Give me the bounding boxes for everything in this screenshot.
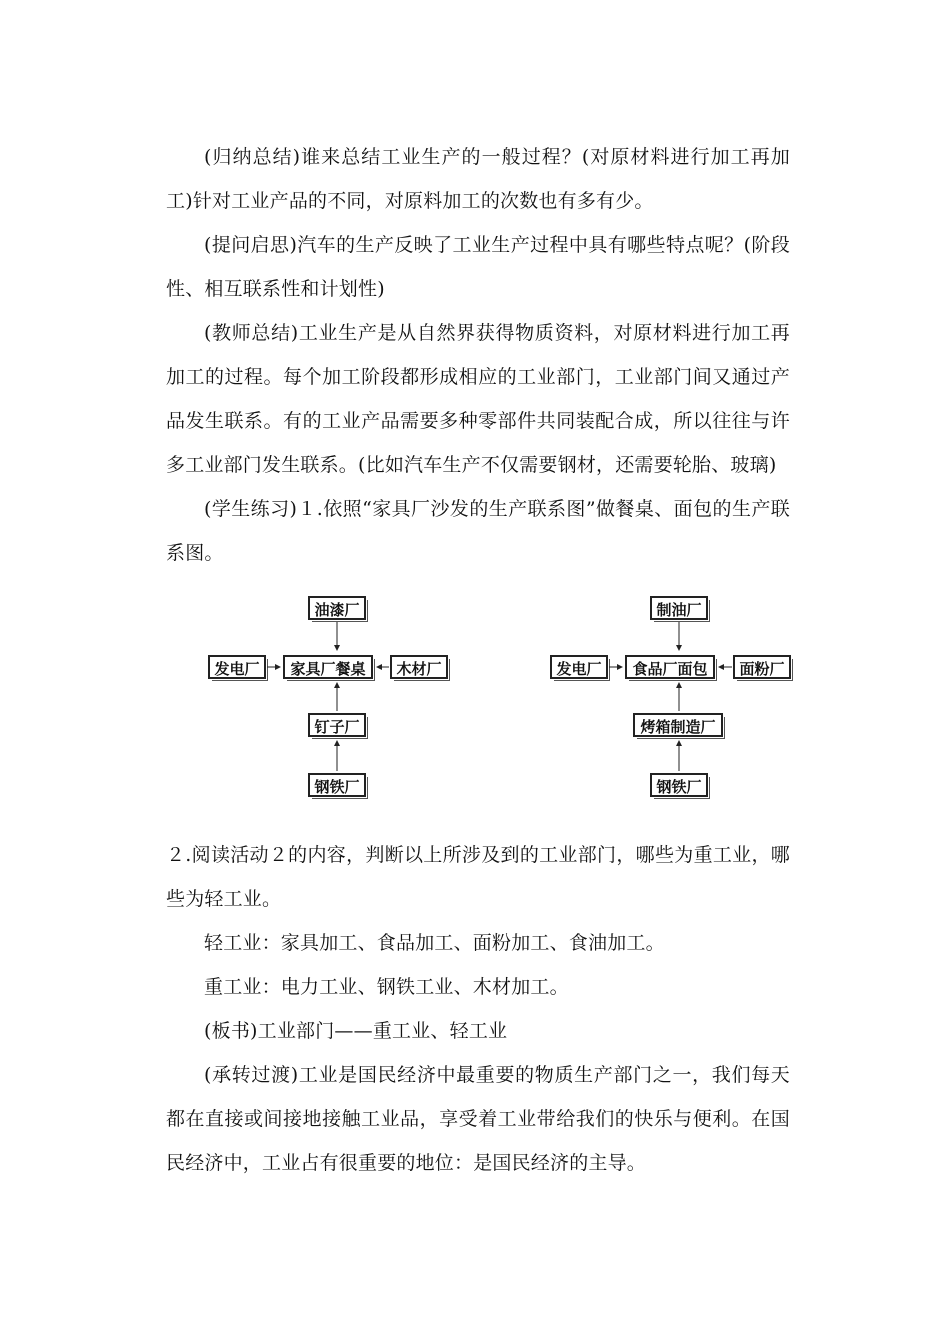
paragraph-heavy-industry: 重工业：电力工业、钢铁工业、木材加工。 [204,976,569,998]
paragraph-summary: (归纳总结)谁来总结工业生产的一般过程？(对原材料进行加工再加工)针对工业产品的不同，对原料加工的次数也有多有少。 [166,146,790,212]
box-nail-factory: 钉子厂 [308,713,366,737]
box-power-plant: 发电厂 [208,655,266,679]
paragraph-teacher-summary: (教师总结)工业生产是从自然界获得物质资料，对原材料进行加工再加工的过程。每个加工阶段都形成相应的工业部门，工业部门间又通过产品发生联系。有的工业产品需要多种零部件共同装配合成，所以往往与许多工业部门发生联系。(比如汽车生产不仅需要钢材，还需要轮胎、玻璃) [166,322,790,476]
box-food-factory: 食品厂面包 [625,655,715,679]
box-flour-factory: 面粉厂 [733,655,791,679]
box-paint-factory: 油漆厂 [308,596,366,620]
box-power-plant-2: 发电厂 [550,655,608,679]
paragraph-exercise-1: (学生练习)１.依照“家具厂沙发的生产联系图”做餐桌、面包的生产联系图。 [166,498,790,564]
box-steel-factory-2: 钢铁厂 [650,773,708,797]
box-oven-factory: 烤箱制造厂 [633,713,723,737]
paragraph-question: (提问启思)汽车的生产反映了工业生产过程中具有哪些特点呢？(阶段性、相互联系性和计划性) [166,234,790,300]
paragraph-exercise-2: ２.阅读活动２的内容，判断以上所涉及到的工业部门，哪些为重工业，哪些为轻工业。 [166,844,790,910]
paragraph-light-industry: 轻工业：家具加工、食品加工、面粉加工、食油加工。 [204,932,665,954]
box-steel-factory: 钢铁厂 [308,773,366,797]
box-furniture-factory: 家具厂餐桌 [283,655,373,679]
box-oil-factory: 制油厂 [650,596,708,620]
paragraph-board-note: (板书)工业部门——重工业、轻工业 [204,1020,508,1042]
paragraph-transition: (承转过渡)工业是国民经济中最重要的物质生产部门之一，我们每天都在直接或间接地接触工业品，享受着工业带给我们的快乐与便利。在国民经济中，工业占有很重要的地位：是国民经济的主导。 [166,1064,790,1174]
box-timber-factory: 木材厂 [390,655,448,679]
